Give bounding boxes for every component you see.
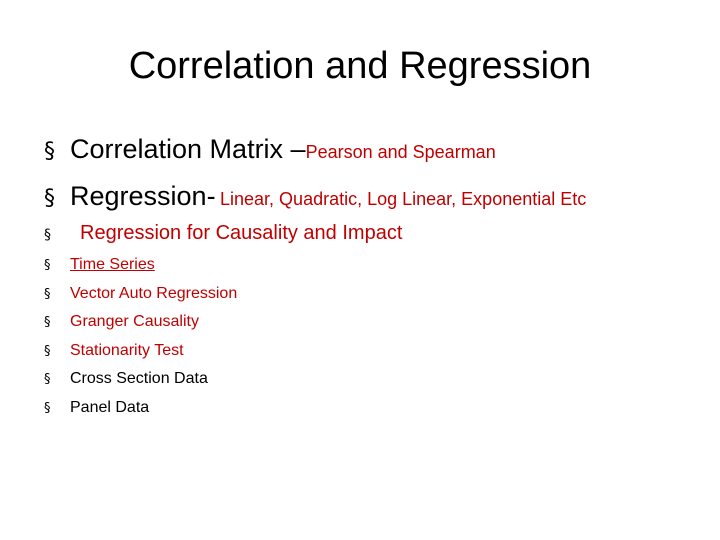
bullet-main-text: Regression- <box>70 181 216 211</box>
bullet-stationarity-test <box>44 342 184 360</box>
slide-title: Correlation and Regression <box>128 45 592 87</box>
bullet-marker: § <box>44 287 51 302</box>
bullet-text: Time Series <box>70 256 155 273</box>
bullet-text: Panel Data <box>70 399 150 416</box>
bullet-detail-text: Linear, Quadratic, Log Linear, Exponential Etc <box>220 189 587 209</box>
bullet-marker: § <box>44 344 51 359</box>
bullet-main-text: Correlation Matrix – <box>70 134 306 164</box>
bullet-marker: § <box>44 315 51 330</box>
bullet-text: Cross Section Data <box>70 370 208 387</box>
bullet-regression <box>44 181 586 212</box>
bullet-regression-causality <box>44 222 402 245</box>
bullet-marker: § <box>44 186 55 211</box>
bullet-text: Regression for Causality and Impact <box>80 222 403 244</box>
bullet-granger-causality <box>44 313 199 331</box>
bullet-marker: § <box>44 401 51 416</box>
bullet-text: Granger Causality <box>70 313 199 330</box>
bullet-cross-section-data <box>44 370 208 388</box>
bullet-text: Vector Auto Regression <box>70 285 238 302</box>
bullet-detail-text: Pearson and Spearman <box>305 142 496 162</box>
bullet-marker: § <box>44 372 51 387</box>
bullet-vector-auto-regression <box>44 285 237 303</box>
bullet-marker: § <box>44 139 55 164</box>
bullet-marker: § <box>44 258 51 273</box>
bullet-panel-data <box>44 399 149 417</box>
bullet-time-series <box>44 256 155 274</box>
bullet-text: Stationarity Test <box>70 342 184 359</box>
bullet-marker: § <box>44 227 51 243</box>
bullet-correlation-matrix <box>44 134 496 165</box>
